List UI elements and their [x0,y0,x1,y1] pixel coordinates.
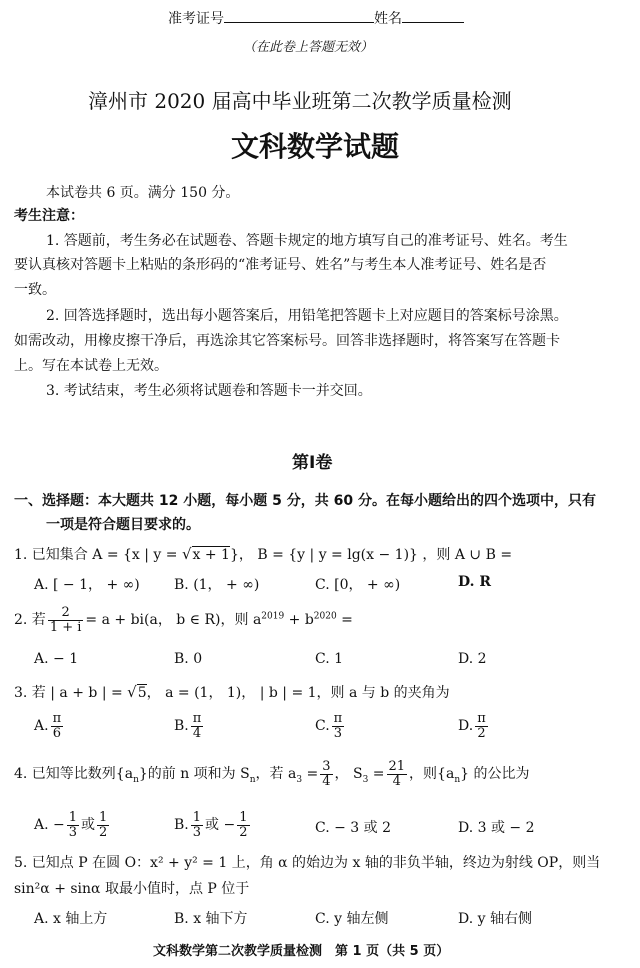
question-3-option: D. $\frac{\pi}{2}$ [458,711,486,741]
question-3-option: A. $\frac{\pi}{6}$ [34,711,62,741]
question-4-stem: 4. 已知等比数列$\{a_n\}$的前 n 项和为 $S_n$，若 $a_3$ = $\frac{3}{4}$ ， $S_3$ = $\frac{21}{4}$ ，则$\{a_n\}$ 的公比为 [14,759,530,789]
question-2-option: D. 2 [458,651,487,667]
subject-title: 文科数学试题 [231,130,400,163]
question-5-stem: 5. 已知点 P 在圆 O：x² + y² = 1 上，角 α 的始边为 x 轴的非负半轴，终边为射线 OP，则当 [14,855,601,871]
question-5-option: A. x 轴上方 [34,911,108,927]
question-2-stem: 2. 若 $\frac{2}{1 + i}$ = a + bi(a， b ∈ R)，则 $a^{2019} + b^{2020}$ = [14,605,353,635]
exam-id-field [224,8,374,23]
question-4-option: B. $\frac{1}{3}$ 或 − $\frac{1}{2}$ [174,810,248,840]
header-fields [168,8,464,28]
question-5-option: D. y 轴右侧 [458,911,532,927]
page-count-text: 本试卷共 6 页。满分 150 分。 [46,185,240,201]
fraction: $\frac{2}{1 + i}$ [49,605,82,635]
page-footer: 文科数学第二次教学质量检测 第 1 页（共 5 页） [153,944,450,959]
attention-label: 考生注意： [14,208,84,224]
question-2-option: B. 0 [174,651,203,667]
question-4-option: D. 3 或 − 2 [458,820,535,836]
question-1-option: A. [ − 1， + ∞) [34,577,140,593]
instruction-line: 如需改动，用橡皮擦干净后，再选涂其它答案标号。回答非选择题时，将答案写在答题卡 [14,333,560,349]
part-title: 第Ⅰ卷 [292,453,333,473]
instruction-line: 3. 考试结束，考生必须将试题卷和答题卡一并交回。 [46,383,372,399]
answer-invalid-notice: （在此卷上答题无效） [243,40,374,55]
instruction-line: 要认真核对答题卡上粘贴的条形码的“准考证号、姓名”与考生本人准考证号、姓名是否 [14,257,547,273]
question-3-option: C. $\frac{\pi}{3}$ [315,711,343,741]
section-heading: 一、选择题：本大题共 12 小题，每小题 5 分，共 60 分。在每小题给出的四个选项中，只有 [14,493,596,509]
instruction-line: 1. 答题前，考生务必在试题卷、答题卡规定的地方填写自己的准考证号、姓名。考生 [46,233,568,249]
exam-id-label: 准考证号 [168,11,224,27]
question-1-option: D. R [458,574,492,590]
question-3-option: B. $\frac{\pi}{4}$ [174,711,202,741]
instruction-line: 2. 回答选择题时，选出每小题答案后，用铅笔把答题卡上对应题目的答案标号涂黑。 [46,308,568,324]
question-2-option: C. 1 [315,651,344,667]
question-5-option: C. y 轴左侧 [315,911,389,927]
name-label: 姓名 [374,11,402,27]
question-5-option: B. x 轴下方 [174,911,248,927]
section-heading: 一项是符合题目要求的。 [46,517,200,533]
instruction-line: 上。写在本试卷上无效。 [14,358,168,374]
question-2-option: A. − 1 [34,651,79,667]
question-5-stem: sin²α + sinα 取最小值时，点 P 位于 [14,881,250,897]
question-1-option: B. (1， + ∞) [174,577,260,593]
name-field [402,8,464,23]
question-3-stem: 3. 若 | a + b | = √5， a = (1， 1)， | b | = 1，则 a 与 b 的夹角为 [14,683,450,701]
exam-title: 漳州市 2020 届高中毕业班第二次教学质量检测 [88,89,512,113]
question-1-option: C. [0， + ∞) [315,577,401,593]
instruction-line: 一致。 [14,282,56,298]
question-1-stem: 1. 已知集合 A = {x | y = √x + 1}， B = {y | y = lg(x − 1)} ，则 A ∪ B = [14,545,513,563]
question-4-option: A. − $\frac{1}{3}$ 或 $\frac{1}{2}$ [34,810,108,840]
question-4-option: C. − 3 或 2 [315,820,392,836]
